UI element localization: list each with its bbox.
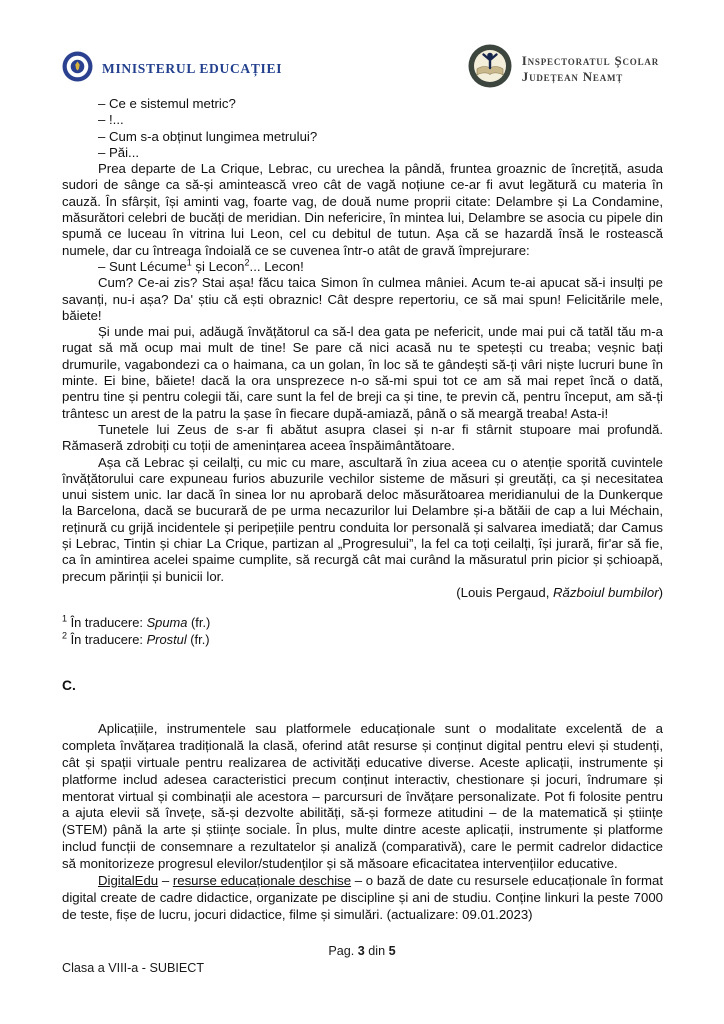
page-total: 5: [388, 944, 396, 958]
excerpt-paragraph-3: Și unde mai pui, adăugă învățătorul ca să-l dea gata pe nefericit, unde mai pui că tatăl tău m-a rugat să mă ocup mai mult de tine! Se pare că nici acasă nu te spetești cu treaba; veșnic bați drumurile, vagabondezi ca o haimana, ca un golan, în loc să te gândești să-ți vâri niște lucruri bune în minte. Ei bine, băiete! dacă la ora unsprezece n-o să-mi spui tot ce am să mai repet încă o dată, pentru tine și pentru colegii tăi, care sunt la fel de breji ca și tine, te previn că, pentru început, am să-ți trântesc un arest de la patru la șase în fiecare după-amiază, până o să meargă treaba! Asta-i!: [62, 324, 663, 421]
attribution-close: ): [658, 584, 663, 600]
footnote-2-marker: 2: [62, 630, 68, 641]
footnote-2-label: În traducere:: [67, 632, 147, 647]
class-subject-footer: Clasa a VIII-a - SUBIECT: [62, 961, 205, 975]
excerpt-paragraph-4: Tunetele lui Zeus de s-ar fi abătut asupra clasei și n-ar fi stârnit stupoare mai profundă. Rămaseră zdrobiți cu toții de amenințarea aceea înspăimântătoare.: [62, 421, 663, 454]
section-c-p2-sep: –: [158, 873, 173, 889]
dialogue-sunt-post: ... Lecon!: [249, 258, 304, 274]
dialogue-line-3: – Cum s-a obținut lungimea metrului?: [98, 128, 318, 144]
dialogue-line-4: – Păi...: [98, 144, 140, 160]
footnote-2-suffix: (fr.): [186, 632, 210, 647]
footnotes-block: [62, 615, 663, 649]
page-label-mid: din: [364, 944, 389, 958]
page-label-pre: Pag.: [328, 944, 358, 958]
open-educational-resources-link[interactable]: resurse educaționale deschise: [172, 873, 352, 889]
digitaledu-link[interactable]: DigitalEdu: [98, 873, 159, 889]
footnote-1-suffix: (fr.): [187, 615, 211, 631]
dialogue-sunt-pre: – Sunt Lécume: [98, 258, 187, 274]
ministry-name: MINISTERUL EDUCAȚIEI: [102, 60, 283, 76]
dialogue-line-2: – !...: [98, 112, 124, 128]
attribution-author: (Louis Pergaud,: [456, 584, 554, 600]
page-number: 3: [357, 944, 365, 958]
section-c-label: C.: [62, 678, 76, 693]
excerpt-paragraph-2: Cum? Ce-ai zis? Stai așa! făcu taica Simon în culmea mâniei. Acum te-ai apucat să-i insulți pe savanți, nu-i așa? Da' știu că ești obraznic! Cât despre repertoriu, ce să mai spun! Felicitările mele, băiete!: [62, 275, 663, 323]
footnote-2-term: Prostul: [146, 632, 187, 647]
excerpt-paragraph-1: Prea departe de La Crique, Lebrac, cu urechea la pândă, fruntea groaznic de încrețită, asuda sudori de sânge ca să-și amintească vreo cât de vagă noțiune ce-ar fi avut legătură cu materia în cauză. În sfârșit, își aminti vag, foarte vag, de două nume proprii citate: Delambre și La Condamine, măsurători celebri de bucăți de meridian. Din nefericire, în mintea lui, Delambre se asocia cu pipele din spumă ce luceau în vitrina lui Leon, cel cu debitul de tutun. Așa că se hazardă însă le rostească numele, dar cu întreaga îndoială ce se cuvenea într-o atât de gravă împrejurare:: [62, 161, 663, 258]
inspectorate-name: [522, 53, 659, 85]
footnote-2: [62, 632, 663, 649]
section-c-paragraph-1: Aplicațiile, instrumentele sau platformele educaționale sunt o modalitate excelentă de a completa învățarea tradițională la clasă, oferind atât resurse și conținut digital pentru elevi și studenți, cât și spații virtuale pentru realizarea de activități educative diverse. Aceste aplicații, instrumente și platforme includ adesea caracteristici precum conținut interactiv, chestionare și jocuri, îndrumare și mentorat virtual și combinații ale acestora – parcursuri de învățare personalizate. Pot fi folosite pentru a ajuta elevii să învețe, să-și dezvolte abilități, să-și formeze atitudini – de la matematică și științe (STEM) până la arte și științe sociale. În plus, multe dintre aceste aplicații, instrumente și platforme includ funcții de consemnare a rezultatelor și analiză (comparativă), care le permit cadrelor didactice să monitorizeze progresul elevilor/studenților și să măsoare eficacitatea intervențiilor educative.: [62, 720, 663, 872]
footnote-ref-2: 2: [244, 257, 250, 268]
section-c-block: [62, 678, 663, 924]
ministry-logo-block: [62, 51, 282, 87]
section-c-paragraph-2: [62, 873, 663, 924]
inspectorate-name-line2: Județean Neamț: [521, 68, 624, 84]
inspectorate-logo-block: [468, 44, 659, 93]
dialogue-sunt-line: [62, 259, 663, 275]
dialogue-line-1: – Ce e sistemul metric?: [98, 96, 236, 111]
excerpt-paragraph-5: Așa că Lebrac și ceilalți, cu mic cu mare, ascultară în ziua aceea cu o atenție sporită cuvintele învățătorului care expuneau furios abuzurile vechilor sisteme de măsuri și greutăți, ca și necesitatea unui sistem unic. Iar dacă în sinea lor nu aprobară deloc măsurătoarea meridianului de la Dunkerque la Barcelona, dacă se bucurară de pe urma necazurilor lui Delambre și-a bătăii de cap a lui Méchain, reținură cu grijă incidentele și peripețiile pentru conduita lor personală și salvarea imediată; dar Camus și Lebrac, Tintin și chiar La Crique, partizan al „Progresului”, la fel ca toți ceilalți, își jurară, fir'ar să fie, ca în amintirea acelei spaime cumplite, să recurgă cât mai curând la măsuratul prin picior și șchioapă, precum părinții și bunicii lor.: [62, 454, 663, 584]
footnote-1-label: În traducere:: [67, 615, 147, 631]
excerpt-attribution: [62, 585, 663, 601]
section-c-p2-rest: – o bază de date cu resursele educaționale în format digital create de cadre didactice, organizate pe discipline și ani de studiu. Conține linkuri la peste 7000 de teste, fișe de lucru, jocuri didactice, filme și simulări. (actualizare: 09.01.2023): [62, 873, 663, 922]
page-number-footer: [0, 944, 724, 958]
page-header: [62, 44, 663, 93]
footnote-1: [62, 615, 663, 632]
government-seal-icon: [62, 51, 93, 87]
excerpt-text-block: [62, 96, 663, 649]
inspectorate-emblem-icon: [468, 44, 512, 93]
footnote-1-term: Spuma: [146, 615, 188, 631]
attribution-title: Războiul bumbilor: [553, 584, 659, 600]
footnote-1-marker: 1: [62, 613, 68, 624]
inspectorate-name-line1: Inspectoratul Școlar: [521, 52, 659, 68]
footnote-ref-1: 1: [186, 257, 192, 268]
dialogue-sunt-mid: și Lecon: [191, 258, 245, 274]
